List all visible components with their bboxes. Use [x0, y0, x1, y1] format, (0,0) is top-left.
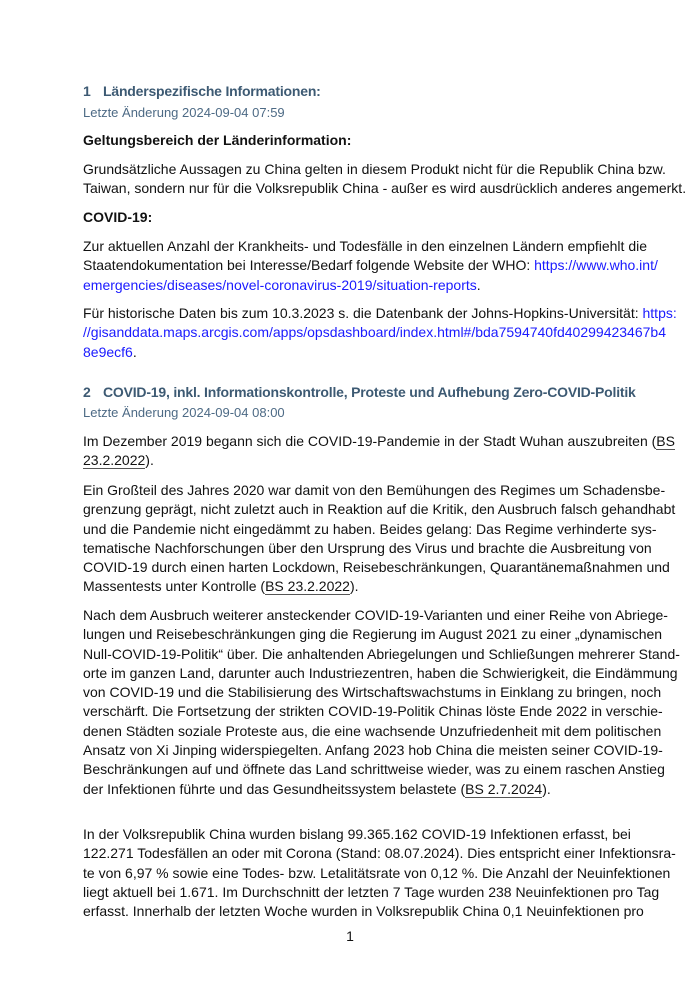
- source-ref[interactable]: BS 2.7.2024: [465, 780, 543, 797]
- section-2-heading: 2 COVID-19, inkl. Informationskontrolle, Proteste und Aufhebung Zero-COVID-Politik: [83, 384, 636, 400]
- paragraph-1: Im Dezember 2019 begann sich die COVID-19-Pandemie in der Stadt Wuhan auszubreiten (BS 23.2.2022).: [83, 433, 675, 469]
- covid-heading: COVID-19:: [83, 209, 153, 225]
- paragraph-4: In der Volksrepublik China wurden bislang 99.365.162 COVID-19 Infektionen erfasst, bei 122.271 Todesfällen an oder mit Corona (Stand: 08.07.2024). Dies entspricht einer Infektionsra- te von 6,97 % sowie eine Todes- bzw. Letalitätsrate von 0,12 %. Die Anzahl der Neuinfektionen liegt aktuell bei 1.671. Im Durchschnitt der letzten 7 Tage wurden 238 Neuinfektionen pro Tag erfasst. Innerhalb der letzten Woche wurden in Volksrepublik China 0,1 Neuinfektionen pro: [83, 826, 676, 920]
- source-ref[interactable]: BS: [656, 433, 675, 449]
- section-1-heading: 1 Länderspezifische Informationen:: [83, 83, 321, 99]
- paragraph-3: Nach dem Ausbruch weiterer ansteckender COVID-19-Varianten und einer Reihe von Abriege- lungen und Reisebeschränkungen ging die Regierung im August 2021 zu einer „dynamischen Null-COVID-19-Politik“ über. Die anhaltenden Abriegelungen und Schließungen mehrerer Stand- orte im ganzen Land, darunter auch Industriezentren, haben die Schwierigkeit, die Eindämmung von COVID-19 und die Stabilisierung des Wirtschaftswachstums in Einklang zu bringen, noch verschärft. Die Fortsetzung der strikten COVID-19-Politik Chinas löste Ende 2022 in verschie- denen Städten soziale Proteste aus, die eine wachsende Unzufriedenheit mit dem politischen Ansatz von Xi Jinping widerspiegelten. Anfang 2023 hob China die meisten seiner COVID-19- Beschränkungen auf und öffnete das Land schrittweise wieder, was zu einem raschen Anstieg der Infektionen führte und das Gesundheitssystem belastete (BS 2.7.2024).: [83, 607, 680, 797]
- who-link-cont[interactable]: emergencies/diseases/novel-coronavirus-2019/situation-reports: [83, 276, 477, 293]
- who-paragraph: Zur aktuellen Anzahl der Krankheits- und Todesfälle in den einzelnen Ländern empfiehlt die Staatendokumentation bei Interesse/Bedarf folgende Website der WHO: https://www.who.int/ emergencies/diseases/novel-coronavirus-2019/situation-reports.: [83, 238, 658, 293]
- who-link[interactable]: https://www.who.int/: [534, 257, 658, 274]
- jhu-link-end[interactable]: 8e9ecf6: [83, 343, 133, 360]
- source-ref[interactable]: BS 23.2.2022: [265, 578, 350, 595]
- scope-paragraph: Grundsätzliche Aussagen zu China gelten in diesem Produkt nicht für die Republik China bzw. Taiwan, sondern nur für die Volksrepublik China - außer es wird ausdrücklich anderes angemerkt.: [83, 161, 687, 197]
- jhu-paragraph: Für historische Daten bis zum 10.3.2023 s. die Datenbank der Johns-Hopkins-Universität: https: //gisanddata.maps.arcgis.com/apps/opsdashboard/index.html#/bda7594740fd40299423467b4 8e9ecf6.: [83, 305, 677, 360]
- paragraph-2: Ein Großteil des Jahres 2020 war damit von den Bemühungen des Regimes um Schadensbe- grenzung geprägt, nicht zuletzt auch in Reaktion auf die Kritik, den Ausbruch falsch gehandhabt und die Pandemie nicht eingedämmt zu haben. Beides gelang: Das Regime verhinderte sys- tematische Nachforschungen über den Ursprung des Virus und brachte die Ausbreitung von COVID-19 durch einen harten Lockdown, Reisebeschränkungen, Quarantänemaßnahmen und Massentests unter Kontrolle (BS 23.2.2022).: [83, 482, 676, 595]
- jhu-link[interactable]: https:: [642, 305, 677, 321]
- section-2-date: Letzte Änderung 2024-09-04 08:00: [83, 405, 285, 420]
- section-1-date: Letzte Änderung 2024-09-04 07:59: [83, 105, 285, 120]
- jhu-link-cont[interactable]: //gisanddata.maps.arcgis.com/apps/opsdashboard/index.html#/bda7594740fd40299423467b4: [83, 324, 666, 341]
- scope-heading: Geltungsbereich der Länderinformation:: [83, 132, 352, 148]
- source-ref[interactable]: 23.2.2022: [83, 452, 146, 469]
- page-number: 1: [346, 928, 354, 944]
